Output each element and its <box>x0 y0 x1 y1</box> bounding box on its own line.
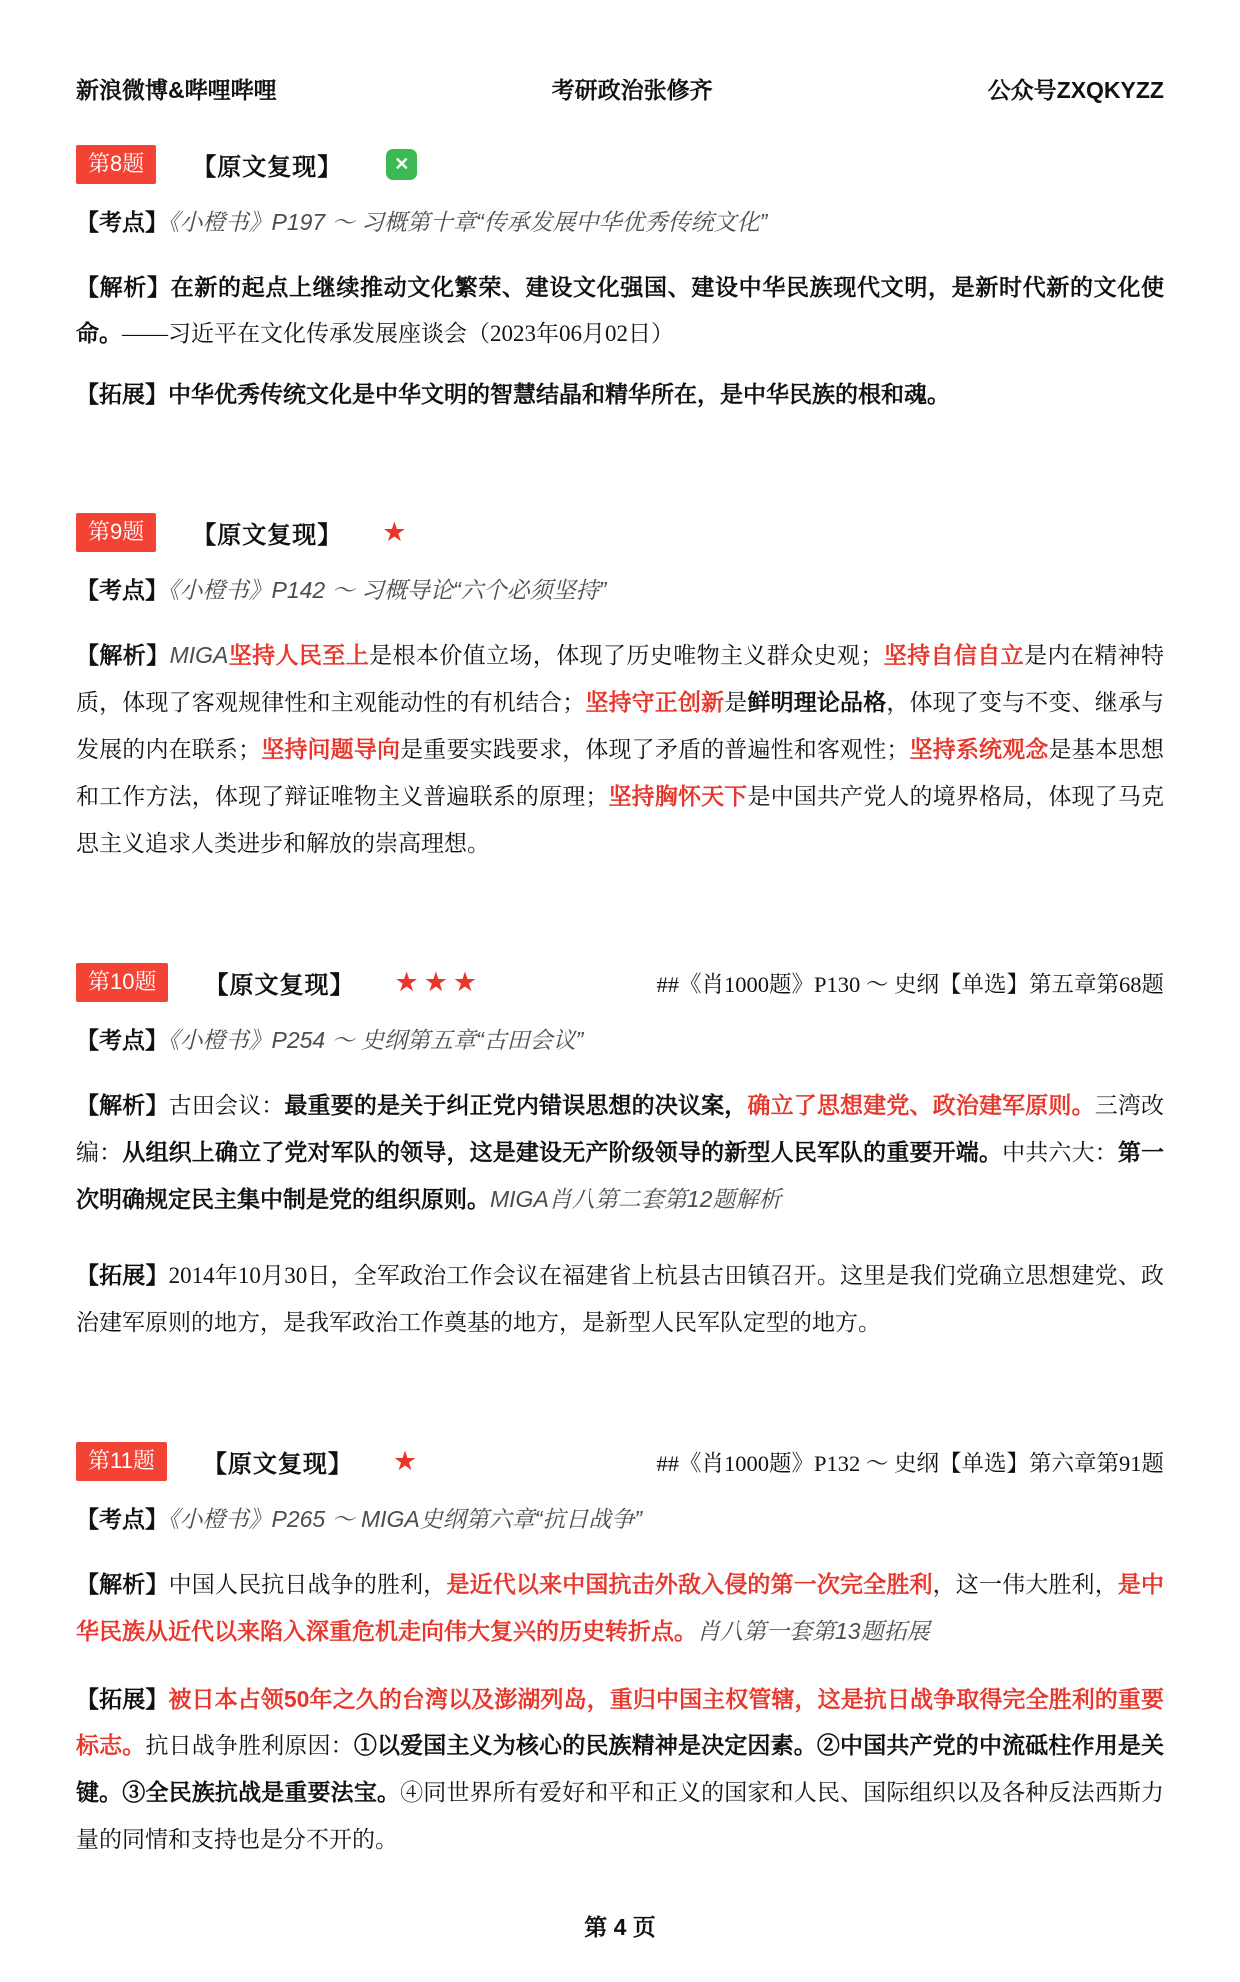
question-number-badge: 第9题 <box>76 513 156 552</box>
page-number: 第 4 页 <box>584 1914 656 1940</box>
question-10-header <box>76 963 1164 1002</box>
analysis-paragraph: 【解析】MIGA坚持人民至上是根本价值立场，体现了历史唯物主义群众史观；坚持自信自立是内在精神特质，体现了客观规律性和主观能动性的有机结合；坚持守正创新是鲜明理论品格，体现了变与不变、继承与发展的内在联系；坚持问题导向是重要实践要求，体现了矛盾的普遍性和客观性；坚持系统观念是基本思想和工作方法，体现了辩证唯物主义普遍联系的原理；坚持胸怀天下是中国共产党人的境界格局，体现了马克思主义追求人类进步和解放的崇高理想。 <box>76 642 1165 856</box>
exam-point-line: 【考点】《小橙书》P142 ～ 习概导论“六个必须坚持” <box>76 577 607 603</box>
star-rating: ★★★ <box>394 967 483 997</box>
analysis-paragraph: 【解析】中国人民抗日战争的胜利，是近代以来中国抗击外敌入侵的第一次完全胜利，这一伟大胜利，是中华民族从近代以来陷入深重危机走向伟大复兴的历史转折点。肖八第一套第13题拓展 <box>76 1571 1165 1644</box>
extension-paragraph: 【拓展】2014年10月30日，全军政治工作会议在福建省上杭县古田镇召开。这里是我们党确立思想建党、政治建军原则的地方，是我军政治工作奠基的地方，是新型人民军队定型的地方。 <box>76 1262 1165 1335</box>
question-block-11 <box>76 1442 1164 1863</box>
analysis-paragraph: 【解析】古田会议：最重要的是关于纠正党内错误思想的决议案，确立了思想建党、政治建军原则。三湾改编：从组织上确立了党对军队的领导，这是建设无产阶级领导的新型人民军队的重要开端。中共六大：第一次明确规定民主集中制是党的组织原则。MIGA肖八第二套第12题解析 <box>76 1092 1165 1212</box>
exam-point-line: 【考点】《小橙书》P197 ～ 习概第十章“传承发展中华优秀传统文化” <box>76 209 768 235</box>
source-reference: ##《肖1000题》P132 ～ 史纲【单选】第六章第91题 <box>656 1450 1164 1476</box>
question-block-10 <box>76 963 1164 1346</box>
extension-paragraph: 【拓展】中华优秀传统文化是中华文明的智慧结晶和精华所在，是中华民族的根和魂。 <box>76 381 950 407</box>
question-number-badge: 第10题 <box>76 963 168 1002</box>
header-course-title: 考研政治张修齐 <box>551 77 713 103</box>
document-header <box>76 72 1164 105</box>
question-11-header <box>76 1442 1164 1481</box>
section-label-original-text: 【原文复现】 <box>202 1451 353 1478</box>
exam-point-line: 【考点】《小橙书》P265 ～ MIGA史纲第六章“抗日战争” <box>76 1506 643 1532</box>
star-rating: ★ <box>382 517 412 547</box>
section-label-original-text: 【原文复现】 <box>192 154 343 181</box>
star-rating: ★ <box>392 1446 423 1476</box>
analysis-paragraph: 【解析】在新的起点上继续推动文化繁荣、建设文化强国、建设中华民族现代文明，是新时代新的文化使命。——习近平在文化传承发展座谈会（2023年06月02日） <box>76 274 1165 346</box>
question-9-header <box>76 513 1164 552</box>
question-number-badge: 第11题 <box>76 1442 167 1481</box>
source-reference: ##《肖1000题》P130 ～ 史纲【单选】第五章第68题 <box>656 971 1164 997</box>
header-wechat-account: 公众号ZXQKYZZ <box>987 77 1164 103</box>
question-number-badge: 第8题 <box>76 145 156 184</box>
question-block-9 <box>76 513 1164 867</box>
green-cross-icon: ✕ <box>386 149 417 180</box>
section-label-original-text: 【原文复现】 <box>204 972 355 999</box>
exam-point-line: 【考点】《小橙书》P254 ～ 史纲第五章“古田会议” <box>76 1027 584 1053</box>
header-weibo-bilibili: 新浪微博&哔哩哔哩 <box>76 77 277 103</box>
question-block-8 <box>76 145 1164 417</box>
section-label-original-text: 【原文复现】 <box>192 522 343 549</box>
question-8-header <box>76 145 1164 184</box>
extension-paragraph: 【拓展】被日本占领50年之久的台湾以及澎湖列岛，重归中国主权管辖，这是抗日战争取得完全胜利的重要标志。抗日战争胜利原因：①以爱国主义为核心的民族精神是决定因素。②中国共产党的中流砥柱作用是关键。③全民族抗战是重要法宝。④同世界所有爱好和平和正义的国家和人民、国际组织以及各种反法西斯力量的同情和支持也是分不开的。 <box>76 1686 1165 1852</box>
